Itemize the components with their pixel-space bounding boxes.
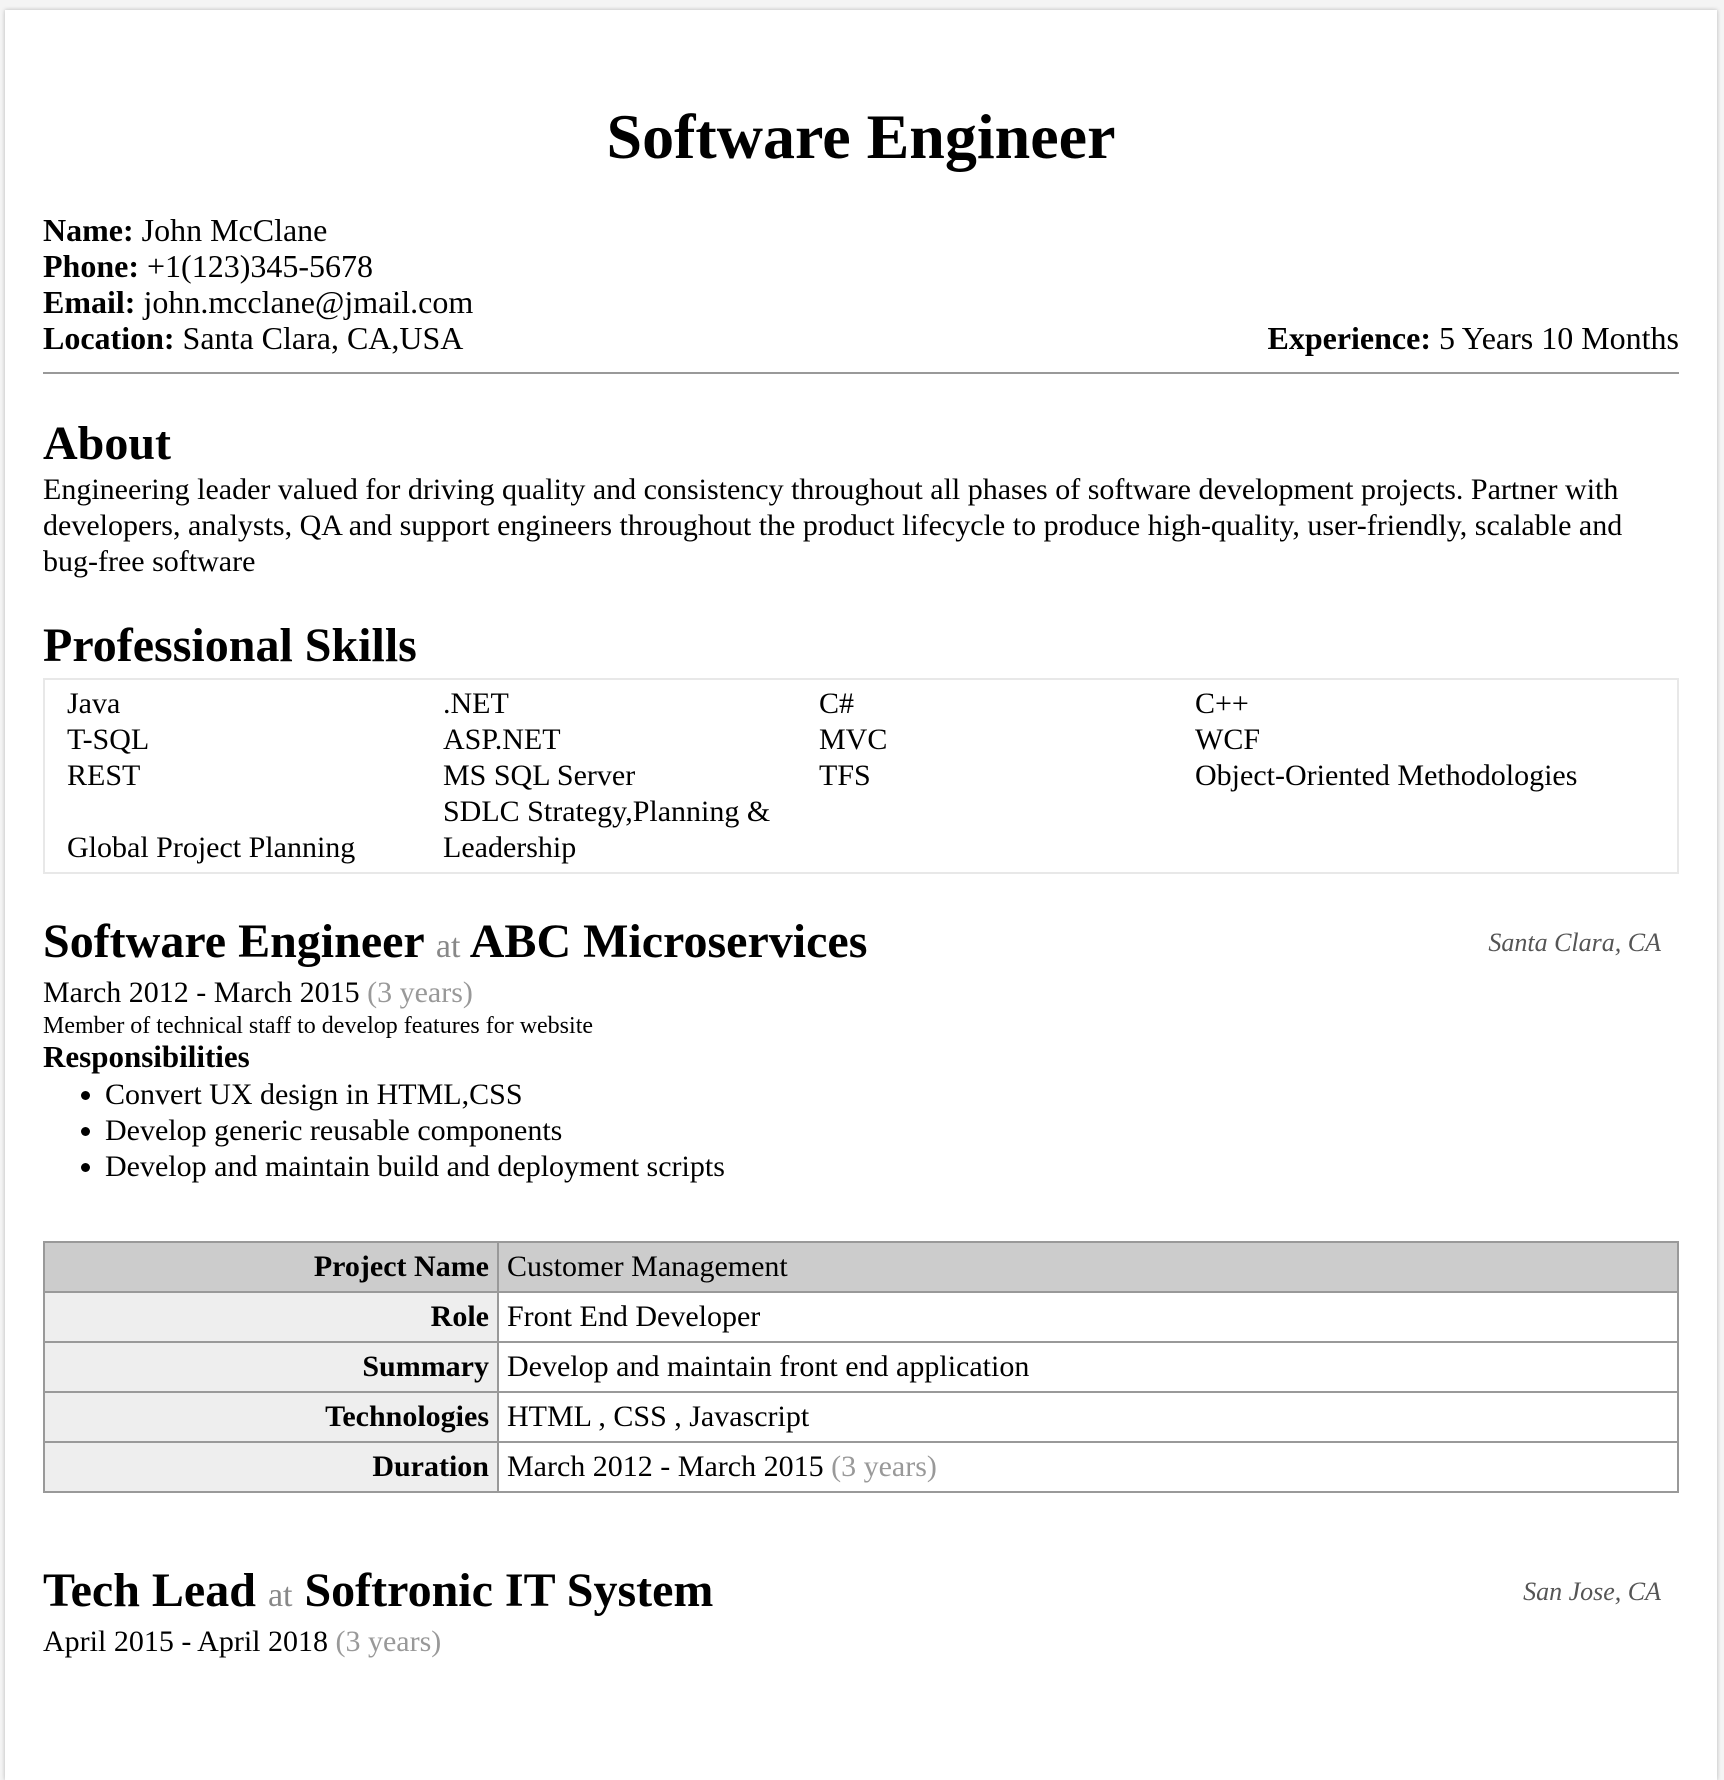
job-at: at: [435, 928, 461, 965]
project-tech: HTML , CSS , Javascript: [498, 1392, 1678, 1442]
divider: [43, 372, 1679, 374]
skill-item: C++: [1195, 687, 1249, 720]
skill-item: TFS: [819, 759, 871, 792]
skills-heading: Professional Skills: [43, 619, 417, 672]
table-row: [44, 1342, 1678, 1392]
skill-item: MVC: [819, 723, 888, 756]
project-duration: March 2012 - March 2015 (3 years): [498, 1442, 1678, 1492]
skill-item: MS SQL Server: [443, 759, 636, 792]
job-company: ABC Microservices: [469, 915, 868, 968]
table-row: [44, 1442, 1678, 1492]
table-row: [44, 1292, 1678, 1342]
skill-item: C#: [819, 687, 855, 720]
skill-item: WCF: [1195, 723, 1261, 756]
skill-item: .NET: [443, 687, 509, 720]
contact-phone: Phone: +1(123)345-5678: [43, 248, 374, 284]
skill-item: ASP.NET: [443, 723, 561, 756]
job-location: Santa Clara, CA: [1488, 928, 1661, 957]
skill-item: Java: [67, 687, 121, 720]
skill-item: Global Project Planning: [67, 831, 356, 864]
job-location: San Jose, CA: [1523, 1577, 1661, 1606]
skill-item: SDLC Strategy,Planning & Leadership: [443, 795, 771, 864]
project-role-label: Role: [44, 1292, 498, 1342]
contact-email: Email: john.mcclane@jmail.com: [43, 284, 474, 320]
job-entry: [43, 1563, 1679, 1660]
project-name-label: Project Name: [44, 1242, 498, 1292]
contact-experience: Experience: 5 Years 10 Months: [1267, 320, 1679, 356]
job-dates: April 2015 - April 2018 (3 years): [43, 1625, 442, 1658]
list-item: • Develop generic reusable components: [105, 1113, 1679, 1149]
project-name: Customer Management: [498, 1242, 1678, 1292]
job-duration: (3 years): [367, 976, 473, 1009]
job-dates: March 2012 - March 2015 (3 years): [43, 976, 473, 1009]
contact-block: [43, 212, 1679, 356]
job-duration: (3 years): [335, 1625, 442, 1658]
job-at: at: [267, 1577, 293, 1614]
project-role: Front End Developer: [498, 1292, 1678, 1342]
page-title: Software Engineer: [606, 101, 1116, 172]
skills-grid: [43, 678, 1679, 874]
skill-item: Object-Oriented Methodologies: [1195, 759, 1578, 792]
job-role: Software Engineer: [43, 915, 424, 968]
job-title: [43, 1563, 1679, 1624]
resume-page: [5, 10, 1717, 1780]
responsibilities-list: [43, 1077, 1679, 1185]
contact-name: Name: John McClane: [43, 212, 328, 248]
contact-location: Location: Santa Clara, CA,USA: [43, 320, 464, 356]
project-summary-label: Summary: [44, 1342, 498, 1392]
job-entry: [43, 914, 1679, 1493]
about-text: Engineering leader valued for driving quality and consistency throughout all phases of software development projects. Partner with developers, analysts, QA and support engineers throughout the product lifecycle to produce high-quality, user-friendly, scalable and bug-free software: [43, 473, 1623, 578]
job-description: Member of technical staff to develop features for website: [43, 1013, 594, 1039]
skill-item: REST: [67, 759, 141, 792]
skill-item: T-SQL: [67, 723, 150, 756]
table-row: [44, 1242, 1678, 1292]
project-summary: Develop and maintain front end application: [498, 1342, 1678, 1392]
table-row: [44, 1392, 1678, 1442]
list-item: • Develop and maintain build and deployment scripts: [105, 1149, 1679, 1185]
project-duration-label: Duration: [44, 1442, 498, 1492]
list-item: • Convert UX design in HTML,CSS: [105, 1077, 1679, 1113]
about-heading: About: [43, 417, 172, 470]
job-company: Softronic IT System: [304, 1564, 714, 1617]
project-tech-label: Technologies: [44, 1392, 498, 1442]
responsibilities-heading: Responsibilities: [43, 1039, 250, 1074]
job-title: [43, 914, 1679, 975]
job-role: Tech Lead: [43, 1564, 256, 1617]
project-table: [43, 1241, 1679, 1493]
